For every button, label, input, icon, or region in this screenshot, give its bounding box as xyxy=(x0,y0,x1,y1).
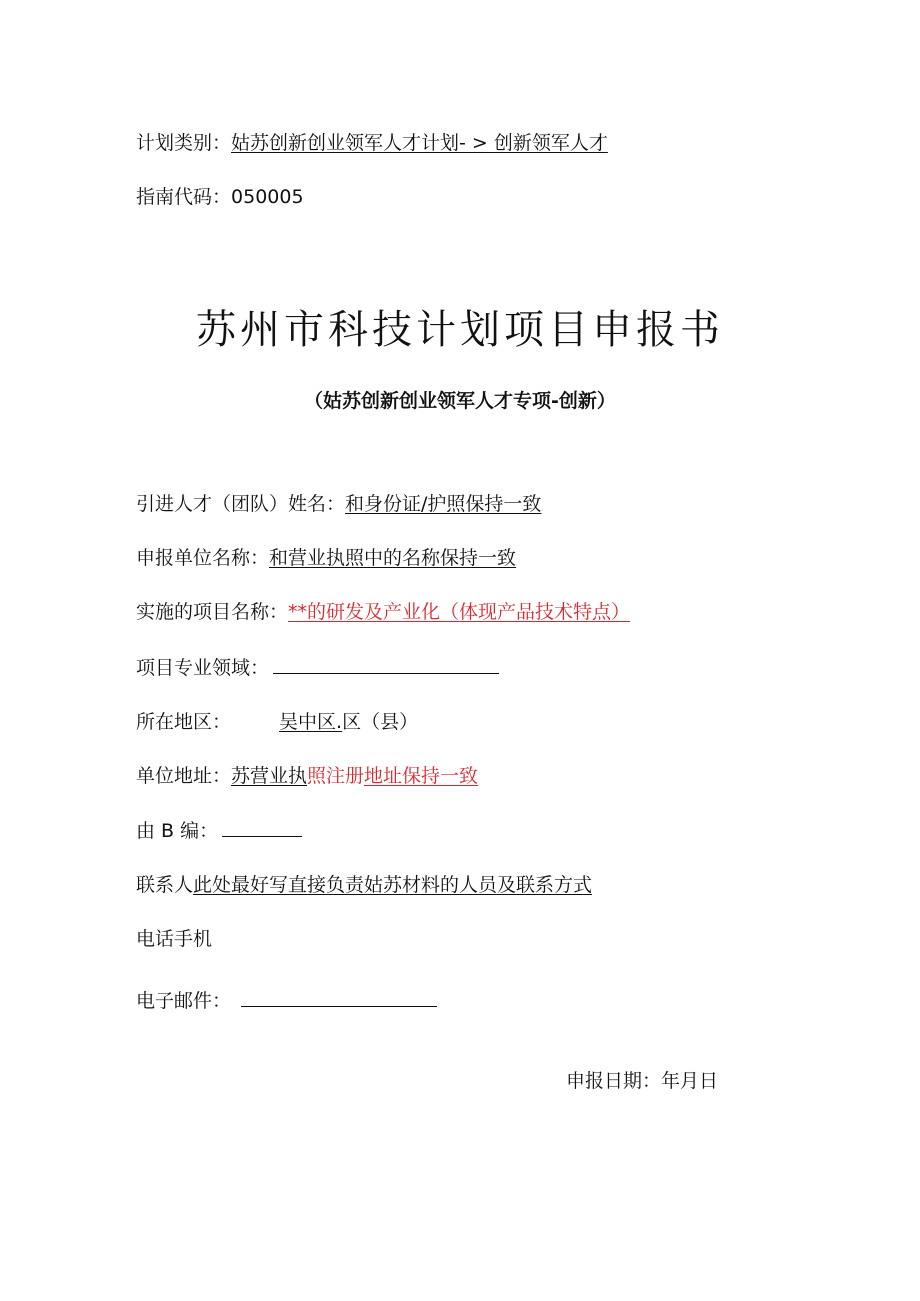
region-label: 所在地区： xyxy=(136,711,232,733)
talent-name-line xyxy=(136,492,541,516)
project-name-line xyxy=(136,600,630,624)
unit-name-value: 和营业执照中的名称保持一致 xyxy=(269,547,517,569)
contact-line xyxy=(136,873,592,897)
document-subtitle: （姑苏创新创业领军人才专项-创新） xyxy=(304,390,616,412)
guide-code-label: 指南代码： xyxy=(136,186,232,208)
guide-code-line xyxy=(136,185,304,209)
contact-value: 此处最好写直接负责姑苏材料的人员及联系方式 xyxy=(193,874,593,896)
unit-address-value-black: 苏营业执 xyxy=(231,765,308,787)
project-name-value: **的研发及产业化（体现产品技术特点） xyxy=(288,601,631,623)
region-value: 吴中区. xyxy=(279,711,343,733)
document-title: 苏州市科技计划项目申报书 xyxy=(196,307,724,353)
email-label: 电子邮件： xyxy=(136,990,232,1012)
postcode-line xyxy=(136,818,302,843)
project-name-label: 实施的项目名称： xyxy=(136,601,289,623)
plan-category-line xyxy=(136,131,608,155)
contact-label: 联系人 xyxy=(136,874,194,896)
plan-category-label: 计划类别： xyxy=(136,132,232,154)
postcode-label: 由 B 编： xyxy=(136,820,219,842)
guide-code-value: 050005 xyxy=(231,186,304,208)
phone-line xyxy=(136,927,212,951)
unit-address-value-red-underlined: 地址保持一致 xyxy=(364,765,479,787)
project-domain-line xyxy=(136,655,499,680)
application-date: 申报日期：年月日 xyxy=(566,1070,719,1092)
unit-address-line xyxy=(136,764,478,788)
unit-address-value-red: 照注册 xyxy=(307,765,365,787)
project-domain-label: 项目专业领域： xyxy=(136,657,270,679)
phone-label: 电话手机 xyxy=(136,928,213,950)
email-blank xyxy=(241,988,437,1007)
project-domain-blank xyxy=(273,655,499,674)
region-line xyxy=(136,710,418,734)
unit-address-label: 单位地址： xyxy=(136,765,232,787)
unit-name-line xyxy=(136,546,516,570)
email-line xyxy=(136,988,437,1013)
unit-name-label: 申报单位名称： xyxy=(136,547,270,569)
plan-category-value: 姑苏创新创业领军人才计划- > 创新领军人才 xyxy=(231,132,608,154)
region-suffix: 区（县） xyxy=(342,711,419,733)
talent-name-value: 和身份证/护照保持一致 xyxy=(345,493,542,515)
postcode-blank xyxy=(222,818,302,837)
talent-name-label: 引进人才（团队）姓名： xyxy=(136,493,346,515)
